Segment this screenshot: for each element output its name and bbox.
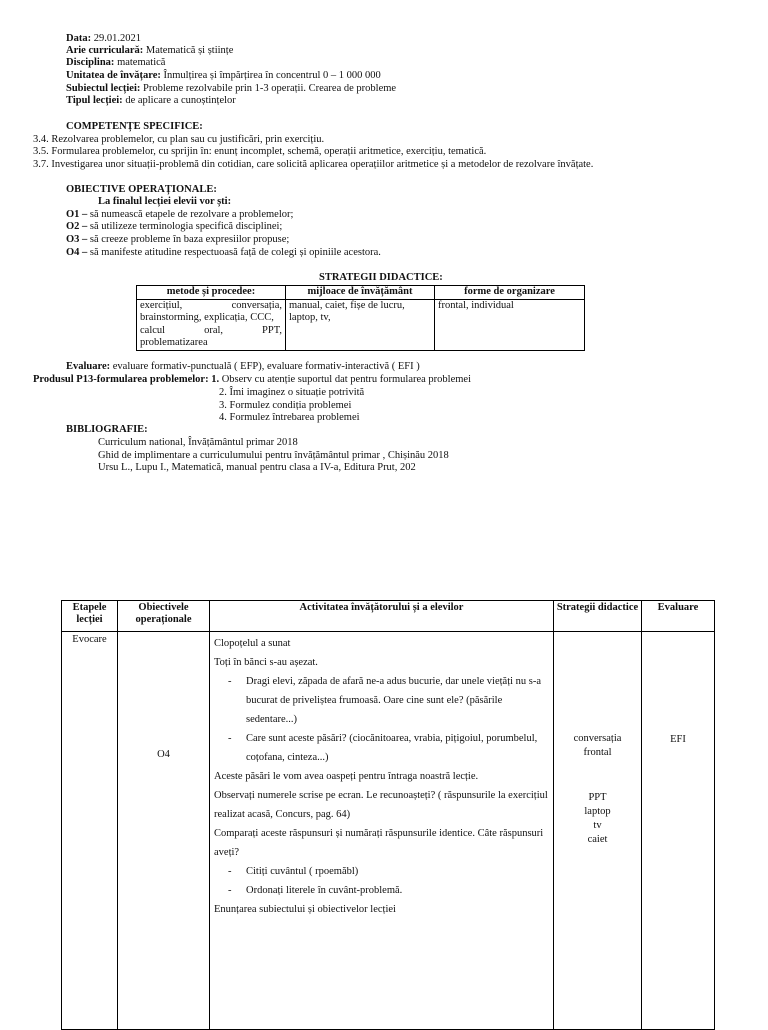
strategii-cell: conversația frontal PPT laptop tv caiet bbox=[554, 632, 642, 1030]
strategii-table bbox=[136, 285, 585, 351]
list-item: - Care sunt aceste păsări? (ciocănitoarea, vrabia, pițigoiul, porumbelul, coțofana, cinteza...) bbox=[246, 729, 549, 767]
table-header: Evaluare bbox=[642, 601, 715, 632]
competenta-item: 3.4. Rezolvarea problemelor, cu plan sau cu justificări, prin exercițiu. bbox=[33, 134, 325, 145]
table-header: Strategii didactice bbox=[554, 601, 642, 632]
evaluare-value: EFI bbox=[670, 734, 686, 745]
competenta-item: 3.7. Investigarea unor situații-problemă din cotidian, care solicită aplicarea operațiilor aritmetice și a metodelor de rezolvare învățate. bbox=[33, 159, 594, 170]
forme-cell: frontal, individual bbox=[435, 299, 585, 350]
table-header: Activitatea învățătorului și a elevilor bbox=[210, 601, 554, 632]
obiective-subtitle: La finalul lecției elevii vor ști: bbox=[98, 196, 232, 207]
activity-list bbox=[214, 862, 549, 900]
produs-step: 3. Formulez condiția problemei bbox=[219, 400, 352, 411]
strategii-title: STRATEGII DIDACTICE: bbox=[319, 272, 443, 283]
list-item: - Citiți cuvântul ( rpoemăbl) bbox=[246, 862, 549, 881]
date-line: Data: 29.01.2021 bbox=[66, 33, 141, 44]
table-header: mijloace de învățământ bbox=[286, 286, 435, 300]
produs-line: Produsul P13-formularea problemelor: 1. Observ cu atenție suportul dat pentru formularea problemei bbox=[33, 374, 471, 385]
bibliografie-title: BIBLIOGRAFIE: bbox=[66, 424, 148, 435]
metode-cell: exercițiul, conversația, brainstorming, explicația, CCC, calcul oral, PPT, problematizarea bbox=[137, 299, 286, 350]
bibliografie-item: Ursu L., Lupu I., Matematică, manual pentru clasa a IV-a, Editura Prut, 202 bbox=[98, 462, 416, 473]
competenta-item: 3.5. Formularea problemelor, cu sprijin în: enunț incomplet, schemă, operații aritmetice, exercițiu, tematică. bbox=[33, 146, 487, 157]
subiect-line: Subiectul lecției: Probleme rezolvabile prin 1-3 operații. Crearea de probleme bbox=[66, 83, 397, 94]
obiective-title: OBIECTIVE OPERAȚIONALE: bbox=[66, 184, 217, 195]
mijloace-cell: manual, caiet, fișe de lucru, laptop, tv, bbox=[286, 299, 435, 350]
table-header: Etapele lecției bbox=[62, 601, 118, 632]
produs-step: 2. Îmi imaginez o situație potrivită bbox=[219, 387, 365, 398]
produs-step: 4. Formulez întrebarea problemei bbox=[219, 412, 360, 423]
obiectiv-cell bbox=[118, 632, 210, 1030]
tipul-line: Tipul lecției: de aplicare a cunoștințelor bbox=[66, 95, 236, 106]
evaluare-line: Evaluare: evaluare formativ-punctuală ( EFP), evaluare formativ-interactivă ( EFI ) bbox=[66, 361, 420, 372]
bibliografie-item: Curriculum national, Învățământul primar 2018 bbox=[98, 437, 298, 448]
bibliografie-item: Ghid de implimentare a curriculumului pentru învățământul primar , Chișinău 2018 bbox=[98, 450, 449, 461]
competente-title: COMPETENȚE SPECIFICE: bbox=[66, 121, 203, 132]
list-item: - Dragi elevi, zăpada de afară ne-a adus bucurie, dar unele viețăți nu s-a bucurat de priveliștea frumoasă. Oare cine sunt ele? (păsările sedentare...) bbox=[246, 672, 549, 729]
table-header: forme de organizare bbox=[435, 286, 585, 300]
arie-line: Arie curriculară: Matematică și științe bbox=[66, 45, 234, 56]
activity-cell: Clopoțelul a sunat Toți în bănci s-au așezat. - Dragi elevi, zăpada de afară ne-a adus bucurie, dar unele viețăți nu s-a bucurat de priveliștea frumoasă. Oare cine sunt ele? (păsările sedentare...) - Care sunt aceste păsări? (ciocănitoarea, vrabia, pițigoiul, porumbelul, coțofana, cinteza...) Aceste păsări le vom avea oaspeți pentru întraga noastră lecție. Observați numerele scrise pe ecran. Le recunoașteți? ( răspunsurile la exercițiul realizat acasă, Concurs, pag. 64) Comparați aceste răspunsuri și numărați răspunsurile identice. Câte răspunsuri aveți? - Citiți cuvântul ( rpoemăbl) - Ordonați literele în cuvânt-problemă. Enunțarea subiectului și obiectivelor lecției bbox=[210, 632, 554, 1030]
objective-item: O3 – să creeze probleme în baza expresiilor propuse; bbox=[66, 234, 290, 245]
disciplina-line: Disciplina: matematică bbox=[66, 57, 166, 68]
list-item: - Ordonați literele în cuvânt-problemă. bbox=[246, 881, 549, 900]
objective-item: O1 – să numească etapele de rezolvare a problemelor; bbox=[66, 209, 294, 220]
evaluare-cell bbox=[642, 632, 715, 1030]
etapa-cell: Evocare bbox=[62, 632, 118, 1030]
activity-list bbox=[214, 672, 549, 767]
lesson-table bbox=[61, 600, 715, 1030]
table-header: Obiectivele operaționale bbox=[118, 601, 210, 632]
objective-item: O2 – să utilizeze terminologia specifică disciplinei; bbox=[66, 221, 283, 232]
table-header: metode și procedee: bbox=[137, 286, 286, 300]
unitatea-line: Unitatea de învățare: Înmulțirea și împărțirea în concentrul 0 – 1 000 000 bbox=[66, 70, 381, 81]
objective-item: O4 – să manifeste atitudine respectuoasă față de colegi și opiniile acestora. bbox=[66, 247, 381, 258]
obiectiv-code: O4 bbox=[157, 749, 170, 760]
